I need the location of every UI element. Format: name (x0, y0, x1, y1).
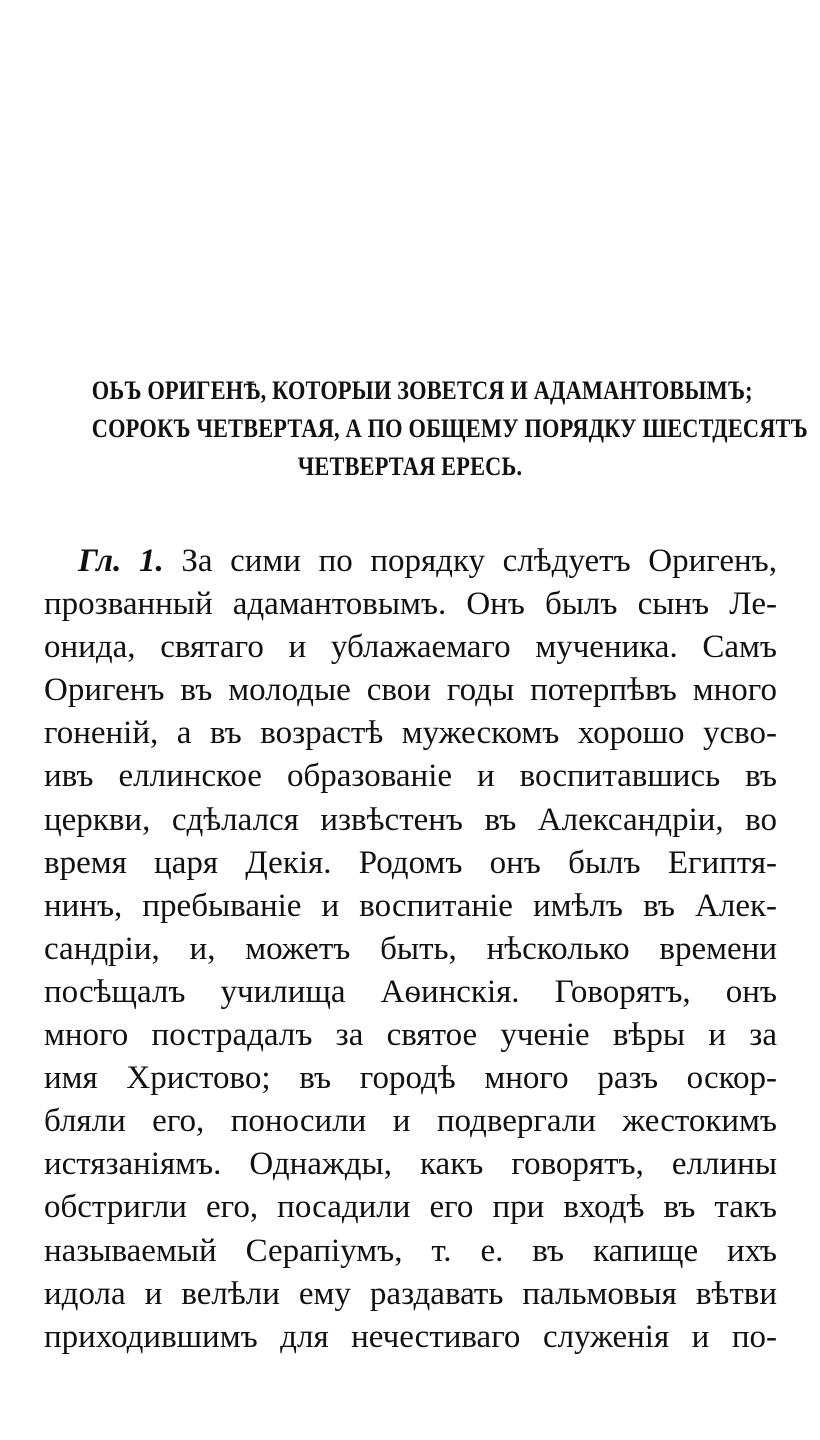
body-line-2: прозванный адамантовымъ. Онъ былъ сынъ Ле- (44, 586, 777, 623)
body-line-15: истязаніямъ. Однажды, какъ говорятъ, еллины (44, 1146, 777, 1183)
body-line-11: посѣщалъ училища Аѳинскія. Говорятъ, онъ (44, 973, 777, 1010)
body-line-13: имя Христово; въ городѣ много разъ оскор- (44, 1060, 777, 1097)
body-line-19: приходившимъ для нечестиваго служенія и по- (44, 1318, 777, 1355)
body-line-1 (44, 540, 777, 583)
chapter-heading (91, 372, 808, 486)
body-line-9: нинъ, пребываніе и воспитаніе имѣлъ въ Алек- (44, 887, 777, 924)
body-line-10: сандріи, и, можетъ быть, нѣсколько времени (44, 930, 777, 967)
body-line-5: гоненій, а въ возрастѣ мужескомъ хорошо усво- (44, 715, 777, 752)
body-line-3: онида, святаго и ублажаемаго мученика. Самъ (44, 629, 777, 666)
heading-line-2: СОРОКЪ ЧЕТВЕРТАЯ, А ПО ОБЩЕМУ ПОРЯДКУ ШЕСТДЕСЯТЪ (91, 414, 808, 443)
heading-line-1: ОЬЪ ОРИГЕНѢ, КОТОРЫИ ЗОВЕТСЯ И АДАМАНТОВЫМЪ; (91, 376, 753, 405)
body-line-12: много пострадалъ за святое ученіе вѣры и за (44, 1017, 777, 1054)
body-line-7: церкви, сдѣлался извѣстенъ въ Александріи, во (44, 801, 777, 838)
body-line-14: бляли его, поносили и подвергали жестокимъ (44, 1103, 777, 1140)
body-line-16: обстригли его, посадили его при входѣ въ такъ (44, 1189, 777, 1226)
body-line-4: Оригенъ въ молодые свои годы потерпѣвъ много (44, 672, 777, 709)
body-paragraph (44, 540, 777, 1359)
body-line-6: ивъ еллинское образованіе и воспитавшись въ (44, 758, 777, 795)
body-line-1-text: За сими по порядку слѣдуетъ Оригенъ, (181, 543, 777, 579)
body-line-8: время царя Декія. Родомъ онъ былъ Египтя- (44, 844, 777, 881)
heading-line-3: ЧЕТВЕРТАЯ ЕРЕСЬ. (297, 452, 523, 481)
body-line-18: идола и велѣли ему раздавать пальмовыя вѣтви (44, 1275, 777, 1312)
chapter-number-label: Гл. 1. (78, 543, 164, 579)
body-line-17: называемый Серапіумъ, т. е. въ капище ихъ (44, 1232, 777, 1269)
